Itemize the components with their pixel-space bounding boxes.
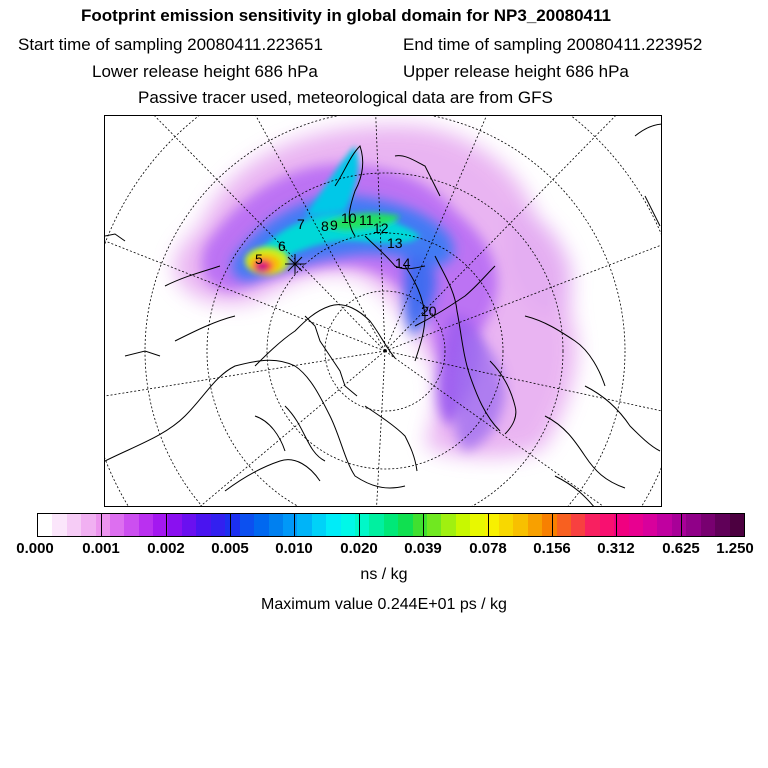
colorbar-cell — [139, 514, 153, 536]
colorbar-tick — [359, 513, 360, 537]
colorbar-cell — [470, 514, 484, 536]
colorbar-tick — [423, 513, 424, 537]
colorbar-cell — [312, 514, 326, 536]
sensitivity-field — [174, 125, 577, 457]
colorbar-tick — [488, 513, 489, 537]
colorbar-label: 0.156 — [533, 540, 571, 557]
colorbar-label: 0.039 — [404, 540, 442, 557]
colorbar-cell — [398, 514, 412, 536]
colorbar-cell — [542, 514, 556, 536]
marker-label: 14 — [395, 255, 411, 271]
colorbar-label: 0.020 — [340, 540, 378, 557]
marker-label: 12 — [373, 220, 389, 236]
footprint-map — [104, 115, 662, 507]
colorbar-label: 0.001 — [82, 540, 120, 557]
colorbar-cell — [585, 514, 599, 536]
colorbar-tick — [101, 513, 102, 537]
colorbar-tick — [230, 513, 231, 537]
marker-label: 10 — [341, 210, 357, 226]
colorbar-cell — [196, 514, 210, 536]
colorbar-cell — [81, 514, 95, 536]
colorbar-cell — [427, 514, 441, 536]
map-canvas — [105, 116, 662, 507]
colorbar-cell — [297, 514, 311, 536]
colorbar-cell — [730, 514, 744, 536]
colorbar-cell — [168, 514, 182, 536]
marker-label: 6 — [278, 238, 286, 254]
marker-label: 11 — [359, 212, 374, 228]
marker-label: 5 — [255, 251, 263, 267]
colorbar-cell — [672, 514, 686, 536]
colorbar-label: 0.005 — [211, 540, 249, 557]
colorbar-cell — [240, 514, 254, 536]
colorbar-label: 0.625 — [662, 540, 700, 557]
colorbar-cell — [67, 514, 81, 536]
upper-release-label: Upper release height 686 hPa — [403, 62, 629, 81]
colorbar-cell — [571, 514, 585, 536]
max-value-label: Maximum value 0.244E+01 ps / kg — [261, 596, 507, 613]
colorbar-cell — [326, 514, 340, 536]
marker-label: 7 — [297, 216, 305, 232]
colorbar-cell — [341, 514, 355, 536]
colorbar-cell — [182, 514, 196, 536]
colorbar-cell — [513, 514, 527, 536]
colorbar-label: 0.078 — [469, 540, 507, 557]
colorbar-label: 0.000 — [16, 540, 54, 557]
colorbar-cell — [629, 514, 643, 536]
colorbar-cell — [369, 514, 383, 536]
colorbar-label: 0.002 — [147, 540, 185, 557]
colorbar-cell — [52, 514, 66, 536]
release-point-cross — [285, 254, 305, 274]
colorbar-tick — [616, 513, 617, 537]
colorbar-unit: ns / kg — [360, 566, 408, 583]
colorbar-cell — [600, 514, 614, 536]
colorbar-cell — [110, 514, 124, 536]
colorbar-cell — [499, 514, 513, 536]
colorbar-cell — [413, 514, 427, 536]
marker-label: 9 — [330, 217, 338, 233]
marker-label: 8 — [321, 218, 329, 234]
colorbar-cell — [269, 514, 283, 536]
colorbar-cell — [283, 514, 297, 536]
start-time-label: Start time of sampling 20080411.223651 — [18, 35, 323, 54]
end-time-label: End time of sampling 20080411.223952 — [403, 35, 703, 54]
colorbar-cell — [254, 514, 268, 536]
colorbar-cell — [96, 514, 110, 536]
lower-release-label: Lower release height 686 hPa — [92, 62, 318, 81]
plot-title: Footprint emission sensitivity in global domain for NP3_20080411 — [81, 6, 611, 25]
colorbar-cell — [485, 514, 499, 536]
marker-label: 20 — [421, 303, 437, 319]
colorbar-cell — [211, 514, 225, 536]
colorbar-cell — [528, 514, 542, 536]
colorbar-tick — [552, 513, 553, 537]
colorbar-cell — [557, 514, 571, 536]
colorbar-cell — [643, 514, 657, 536]
colorbar-tick — [681, 513, 682, 537]
colorbar-cell — [441, 514, 455, 536]
colorbar-cell — [38, 514, 52, 536]
colorbar — [37, 513, 745, 537]
colorbar-label: 0.010 — [275, 540, 313, 557]
tracer-label: Passive tracer used, meteorological data are from GFS — [138, 88, 553, 107]
colorbar-cell — [124, 514, 138, 536]
colorbar-cell — [686, 514, 700, 536]
colorbar-tick — [294, 513, 295, 537]
colorbar-cell — [225, 514, 239, 536]
colorbar-cell — [384, 514, 398, 536]
marker-label: 13 — [387, 235, 403, 251]
colorbar-cell — [715, 514, 729, 536]
colorbar-cell — [701, 514, 715, 536]
colorbar-cell — [456, 514, 470, 536]
colorbar-tick — [166, 513, 167, 537]
colorbar-cell — [355, 514, 369, 536]
colorbar-label: 1.250 — [716, 540, 754, 557]
colorbar-label: 0.312 — [597, 540, 635, 557]
colorbar-cell — [657, 514, 671, 536]
